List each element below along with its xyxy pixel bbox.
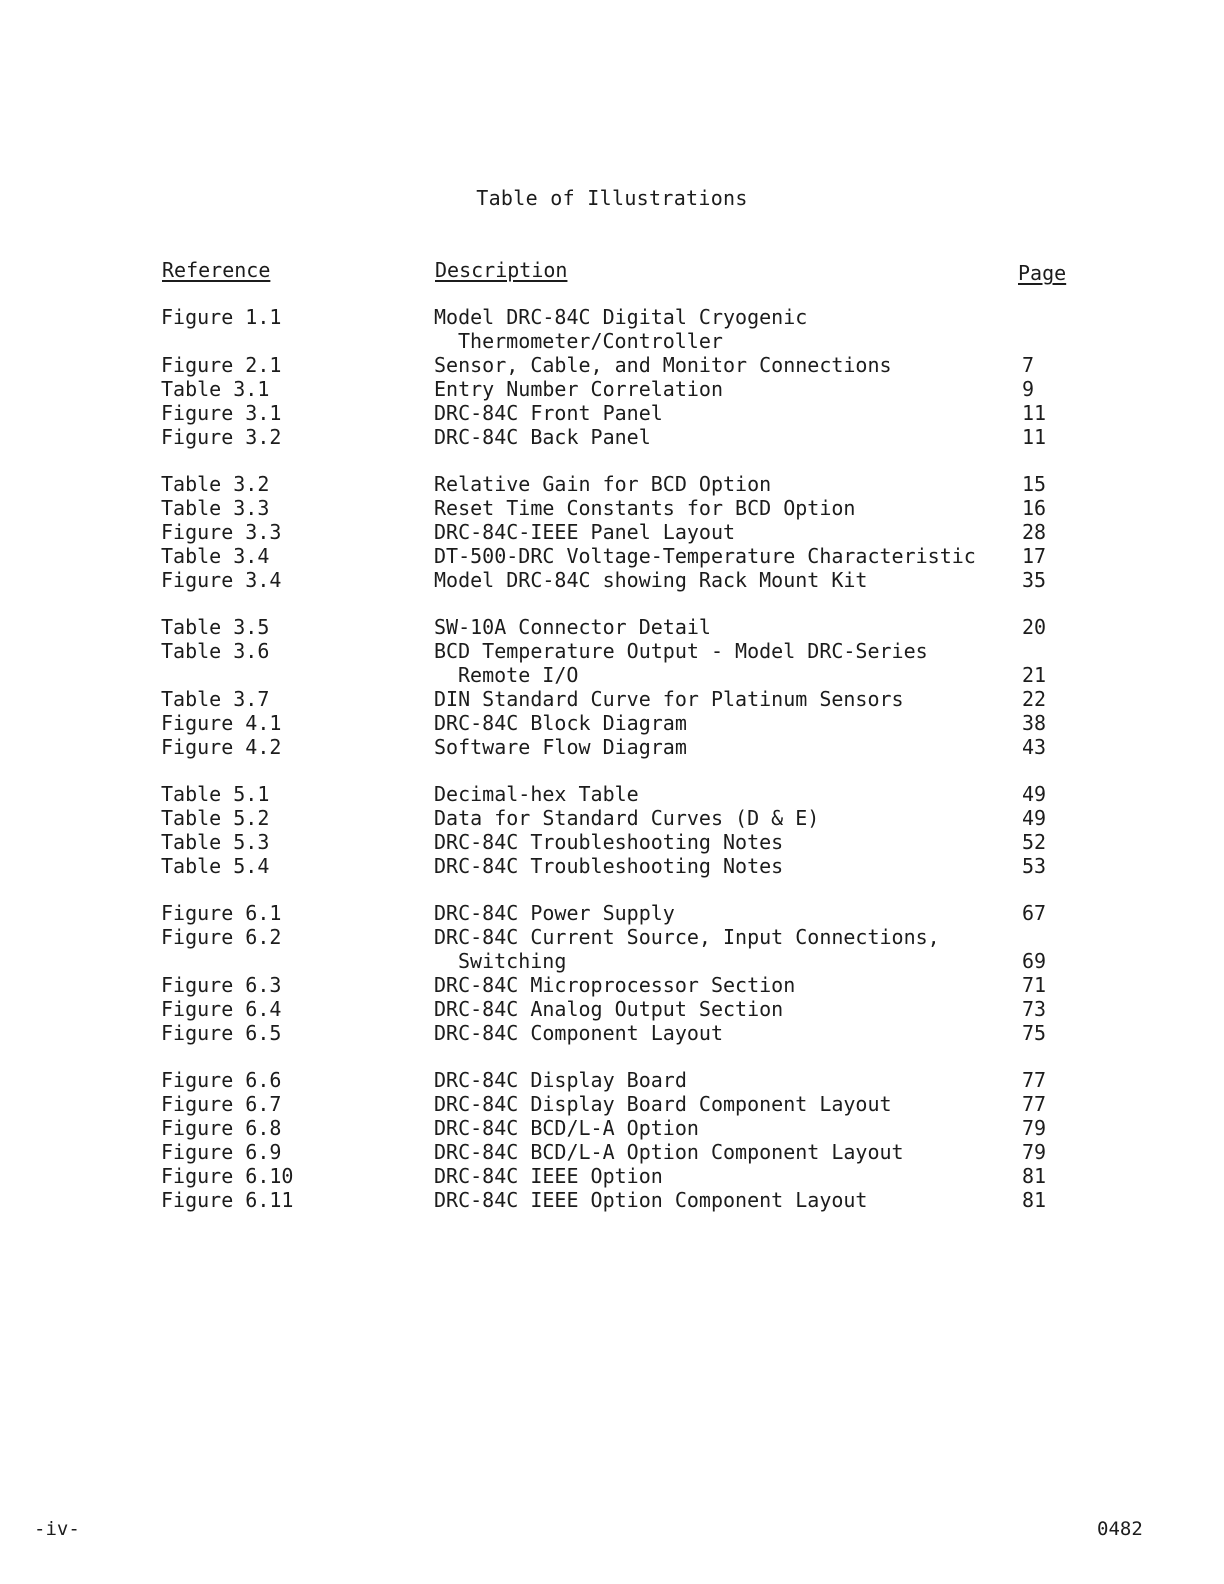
- entry-description-text: Software Flow Diagram: [434, 735, 687, 759]
- entry-reference: Figure 6.1: [161, 901, 282, 925]
- entry-description: [434, 615, 994, 639]
- page-title: Table of Illustrations: [476, 186, 748, 210]
- entry-description: [434, 353, 994, 377]
- entry-description-text: DRC-84C Microprocessor Section: [434, 973, 796, 997]
- entry-description-text: Entry Number Correlation: [434, 377, 723, 401]
- entry-description: [434, 854, 994, 878]
- entry-reference: Table 5.4: [161, 854, 270, 878]
- entry-page: [994, 615, 1082, 639]
- list-item: [0, 353, 1224, 377]
- list-item: [0, 425, 1224, 449]
- entry-page-number: 49: [1022, 806, 1047, 830]
- entry-description: [434, 305, 994, 353]
- entry-reference: Figure 3.2: [161, 425, 282, 449]
- list-item: [0, 1140, 1224, 1164]
- entry-description: [434, 973, 994, 997]
- entry-page-number: 67: [1022, 901, 1047, 925]
- entry-description: [434, 782, 994, 806]
- entry-description: [434, 1164, 994, 1188]
- list-item: [0, 925, 1224, 973]
- entry-page: [994, 425, 1082, 449]
- entry-page-number: 77: [1022, 1092, 1047, 1116]
- entry-description-text: DRC-84C Troubleshooting Notes: [434, 854, 784, 878]
- entry-page-number: 9: [1022, 377, 1035, 401]
- entry-description-text: DRC-84C Analog Output Section: [434, 997, 784, 1021]
- entry-page: [994, 687, 1082, 711]
- list-item: [0, 687, 1224, 711]
- entry-description: [434, 377, 994, 401]
- entry-group: [0, 472, 1224, 592]
- entry-reference: Figure 6.7: [161, 1092, 282, 1116]
- entry-reference: Figure 6.2: [161, 925, 282, 949]
- entry-page: [994, 353, 1082, 377]
- entry-page: [994, 806, 1082, 830]
- entry-description-text: Model DRC-84C Digital Cryogenic: [434, 305, 808, 329]
- document-code: 0482: [1097, 1518, 1143, 1540]
- list-item: [0, 1116, 1224, 1140]
- entry-description: [434, 687, 994, 711]
- entry-group: [0, 782, 1224, 878]
- entry-description: [434, 1140, 994, 1164]
- list-item: [0, 901, 1224, 925]
- entry-page: [994, 997, 1082, 1021]
- entry-page: [994, 639, 1082, 687]
- entry-page: [994, 925, 1082, 973]
- entry-description-text: Relative Gain for BCD Option: [434, 472, 772, 496]
- entry-group: [0, 1068, 1224, 1212]
- entry-description-continuation: Remote I/O: [458, 663, 579, 687]
- entry-page-number: 81: [1022, 1188, 1047, 1212]
- entry-reference: Figure 6.6: [161, 1068, 282, 1092]
- entry-page: [994, 1092, 1082, 1116]
- entry-page-number: 43: [1022, 735, 1047, 759]
- entry-description: [434, 401, 994, 425]
- list-item: [0, 639, 1224, 687]
- entry-page-number: 79: [1022, 1116, 1047, 1140]
- entry-page-number: 73: [1022, 997, 1047, 1021]
- entry-reference: Table 5.2: [161, 806, 270, 830]
- entry-description-text: DRC-84C-IEEE Panel Layout: [434, 520, 736, 544]
- list-item: [0, 472, 1224, 496]
- list-item: [0, 806, 1224, 830]
- entry-description-text: DRC-84C Front Panel: [434, 401, 663, 425]
- entry-page: [994, 782, 1082, 806]
- entry-page: [994, 377, 1082, 401]
- list-item: [0, 377, 1224, 401]
- entry-reference: Table 3.6: [161, 639, 270, 663]
- entry-page-number: 17: [1022, 544, 1047, 568]
- column-header-reference: Reference: [162, 258, 271, 282]
- entry-page-number: 16: [1022, 496, 1047, 520]
- entry-description-text: Decimal-hex Table: [434, 782, 639, 806]
- entry-description-continuation: Thermometer/Controller: [458, 329, 723, 353]
- entry-description-text: Sensor, Cable, and Monitor Connections: [434, 353, 892, 377]
- entry-page: [994, 1188, 1082, 1212]
- entry-description-text: Data for Standard Curves (D & E): [434, 806, 820, 830]
- list-item: [0, 1164, 1224, 1188]
- entry-reference: Figure 6.4: [161, 997, 282, 1021]
- entry-description-text: DIN Standard Curve for Platinum Sensors: [434, 687, 904, 711]
- entry-page: [994, 401, 1082, 425]
- entry-group: [0, 901, 1224, 1045]
- entry-page-number: 20: [1022, 615, 1047, 639]
- entry-page: [994, 305, 1082, 353]
- list-item: [0, 711, 1224, 735]
- entry-page-number: 7: [1022, 353, 1035, 377]
- entry-description-text: DRC-84C Back Panel: [434, 425, 651, 449]
- entry-description: [434, 830, 994, 854]
- entry-page-number: 53: [1022, 854, 1047, 878]
- column-header-description: Description: [435, 258, 568, 282]
- entry-page: [994, 1068, 1082, 1092]
- entry-description-text: DRC-84C Troubleshooting Notes: [434, 830, 784, 854]
- list-item: [0, 830, 1224, 854]
- list-item: [0, 1092, 1224, 1116]
- entry-reference: Figure 3.4: [161, 568, 282, 592]
- entry-reference: Table 3.7: [161, 687, 270, 711]
- entry-page: [994, 711, 1082, 735]
- entry-page-number: 21: [1022, 663, 1047, 687]
- entry-page-number: 52: [1022, 830, 1047, 854]
- list-item: [0, 520, 1224, 544]
- list-item: [0, 782, 1224, 806]
- entry-description: [434, 901, 994, 925]
- entry-reference: Figure 6.9: [161, 1140, 282, 1164]
- list-item: [0, 305, 1224, 353]
- entry-description: [434, 806, 994, 830]
- entry-description: [434, 1116, 994, 1140]
- list-item: [0, 997, 1224, 1021]
- entry-description: [434, 425, 994, 449]
- entry-reference: Figure 6.11: [161, 1188, 294, 1212]
- entry-reference: Figure 3.1: [161, 401, 282, 425]
- entry-reference: Table 3.2: [161, 472, 270, 496]
- page-number: -iv-: [34, 1518, 80, 1540]
- entry-page: [994, 854, 1082, 878]
- list-item: [0, 1188, 1224, 1212]
- entry-page-number: 11: [1022, 401, 1047, 425]
- entry-page-number: 22: [1022, 687, 1047, 711]
- entry-description-text: Model DRC-84C showing Rack Mount Kit: [434, 568, 868, 592]
- entry-description-text: DRC-84C BCD/L-A Option: [434, 1116, 699, 1140]
- entry-description: [434, 568, 994, 592]
- entry-page-number: 15: [1022, 472, 1047, 496]
- entry-group: [0, 305, 1224, 449]
- entry-reference: Table 3.3: [161, 496, 270, 520]
- entry-description-text: DRC-84C Component Layout: [434, 1021, 723, 1045]
- entry-group: [0, 615, 1224, 759]
- list-item: [0, 496, 1224, 520]
- entry-reference: Figure 2.1: [161, 353, 282, 377]
- entry-page: [994, 1164, 1082, 1188]
- list-item: [0, 401, 1224, 425]
- entry-reference: Figure 6.8: [161, 1116, 282, 1140]
- entry-reference: Table 3.4: [161, 544, 270, 568]
- entry-page-number: 71: [1022, 973, 1047, 997]
- entry-page-number: 49: [1022, 782, 1047, 806]
- entry-page-number: 81: [1022, 1164, 1047, 1188]
- entry-description: [434, 735, 994, 759]
- entry-description-text: DRC-84C IEEE Option Component Layout: [434, 1188, 868, 1212]
- entry-description-text: Reset Time Constants for BCD Option: [434, 496, 856, 520]
- entry-reference: Figure 4.2: [161, 735, 282, 759]
- entry-description-text: DRC-84C Current Source, Input Connections,: [434, 925, 940, 949]
- entry-page: [994, 544, 1082, 568]
- entry-page: [994, 520, 1082, 544]
- list-item: [0, 973, 1224, 997]
- entry-description: [434, 472, 994, 496]
- entry-description-text: DRC-84C Display Board: [434, 1068, 687, 1092]
- entry-description: [434, 1068, 994, 1092]
- entry-description-text: DRC-84C Display Board Component Layout: [434, 1092, 892, 1116]
- entry-page: [994, 901, 1082, 925]
- entry-description-text: DRC-84C Block Diagram: [434, 711, 687, 735]
- entry-reference: Figure 6.5: [161, 1021, 282, 1045]
- entry-page: [994, 1116, 1082, 1140]
- entry-description: [434, 520, 994, 544]
- entry-description-text: DRC-84C Power Supply: [434, 901, 675, 925]
- list-item: [0, 568, 1224, 592]
- entry-description: [434, 1188, 994, 1212]
- illustrations-list: [0, 305, 1224, 1235]
- entry-description: [434, 997, 994, 1021]
- entry-description: [434, 711, 994, 735]
- entry-reference: Table 3.5: [161, 615, 270, 639]
- entry-page: [994, 568, 1082, 592]
- entry-page-number: 75: [1022, 1021, 1047, 1045]
- entry-page-number: 69: [1022, 949, 1047, 973]
- entry-page-number: 77: [1022, 1068, 1047, 1092]
- entry-reference: Figure 6.3: [161, 973, 282, 997]
- entry-description-text: DRC-84C IEEE Option: [434, 1164, 663, 1188]
- entry-description: [434, 639, 994, 687]
- entry-description: [434, 925, 994, 973]
- entry-reference: Figure 3.3: [161, 520, 282, 544]
- list-item: [0, 544, 1224, 568]
- entry-reference: Table 5.1: [161, 782, 270, 806]
- entry-page: [994, 735, 1082, 759]
- entry-page-number: 79: [1022, 1140, 1047, 1164]
- entry-page: [994, 472, 1082, 496]
- list-item: [0, 735, 1224, 759]
- entry-reference: Table 5.3: [161, 830, 270, 854]
- entry-description-text: DRC-84C BCD/L-A Option Component Layout: [434, 1140, 904, 1164]
- list-item: [0, 615, 1224, 639]
- entry-description-text: BCD Temperature Output - Model DRC-Series: [434, 639, 928, 663]
- entry-page: [994, 496, 1082, 520]
- entry-page-number: 38: [1022, 711, 1047, 735]
- entry-page: [994, 1140, 1082, 1164]
- entry-reference: Figure 1.1: [161, 305, 282, 329]
- list-item: [0, 854, 1224, 878]
- entry-reference: Table 3.1: [161, 377, 270, 401]
- entry-description-text: DT-500-DRC Voltage-Temperature Characteristic: [434, 544, 976, 568]
- entry-page: [994, 973, 1082, 997]
- entry-page: [994, 830, 1082, 854]
- entry-description: [434, 496, 994, 520]
- entry-page-number: 35: [1022, 568, 1047, 592]
- list-item: [0, 1021, 1224, 1045]
- entry-page-number: 11: [1022, 425, 1047, 449]
- entry-description: [434, 544, 994, 568]
- entry-reference: Figure 4.1: [161, 711, 282, 735]
- column-header-page: Page: [1018, 261, 1067, 285]
- list-item: [0, 1068, 1224, 1092]
- entry-reference: Figure 6.10: [161, 1164, 294, 1188]
- entry-description: [434, 1092, 994, 1116]
- entry-page-number: 28: [1022, 520, 1047, 544]
- entry-description-continuation: Switching: [458, 949, 567, 973]
- entry-page: [994, 1021, 1082, 1045]
- entry-description-text: SW-10A Connector Detail: [434, 615, 711, 639]
- entry-description: [434, 1021, 994, 1045]
